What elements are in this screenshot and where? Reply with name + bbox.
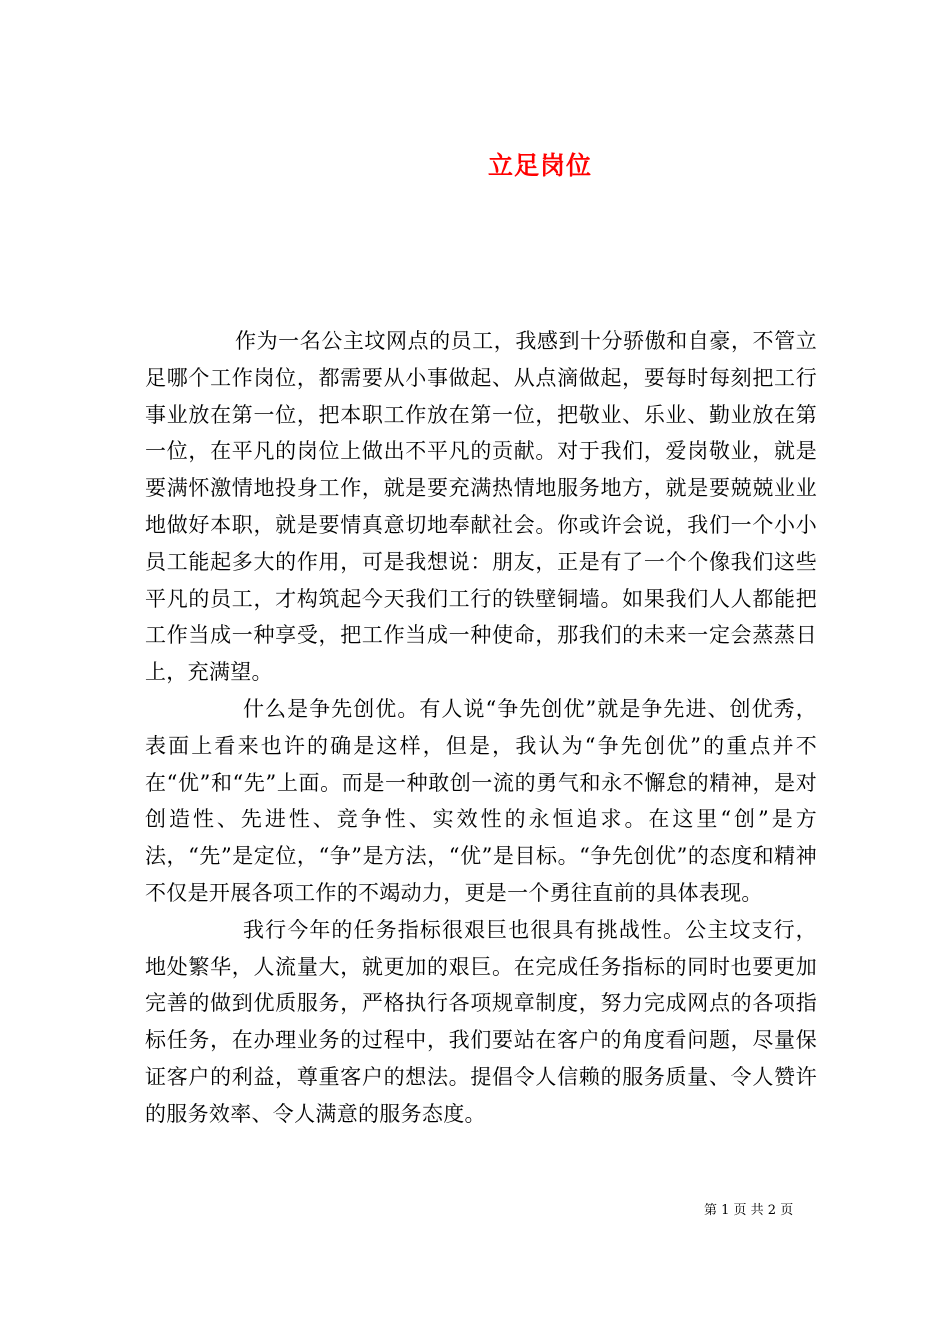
page-number-footer: 第 1 页 共 2 页 [704, 1203, 794, 1218]
document-body [145, 323, 817, 1133]
paragraph-3: 我行今年的任务指标很艰巨也很具有挑战性。公主坟支行，地处繁华，人流量大，就更加的艰巨。在完成任务指标的同时也要更加完善的做到优质服务，严格执行各项规章制度，努力完成网点的各项指标任务，在办理业务的过程中，我们要站在客户的角度看问题，尽量保证客户的利益，尊重客户的想法。提倡令人信赖的服务质量、令人赞许的服务效率、令人满意的服务态度。 [145, 917, 817, 1126]
document-title: 立足岗位 [487, 150, 592, 180]
paragraph-2: 什么是争先创优。有人说“争先创优”就是争先进、创优秀，表面上看来也许的确是这样，但是，我认为“争先创优”的重点并不在“优”和“先”上面。而是一种敢创一流的勇气和永不懈怠的精神，是对创造性、先进性、竞争性、实效性的永恒追求。在这里“创”是方法，“先”是定位，“争”是方法，“优”是目标。“争先创优”的态度和精神不仅是开展各项工作的不竭动力，更是一个勇往直前的具体表现。 [145, 696, 817, 905]
paragraph-1: 作为一名公主坟网点的员工，我感到十分骄傲和自豪，不管立足哪个工作岗位，都需要从小事做起、从点滴做起，要每时每刻把工行事业放在第一位，把本职工作放在第一位，把敬业、乐业、勤业放在第一位，在平凡的岗位上做出不平凡的贡献。对于我们，爱岗敬业，就是要满怀激情地投身工作，就是要充满热情地服务地方，就是要兢兢业业地做好本职，就是要情真意切地奉献社会。你或许会说，我们一个小小员工能起多大的作用，可是我想说：朋友，正是有了一个个像我们这些平凡的员工，才构筑起今天我们工行的铁壁铜墙。如果我们人人都能把工作当成一种享受，把工作当成一种使命，那我们的未来一定会蒸蒸日上，充满望。 [145, 329, 817, 685]
